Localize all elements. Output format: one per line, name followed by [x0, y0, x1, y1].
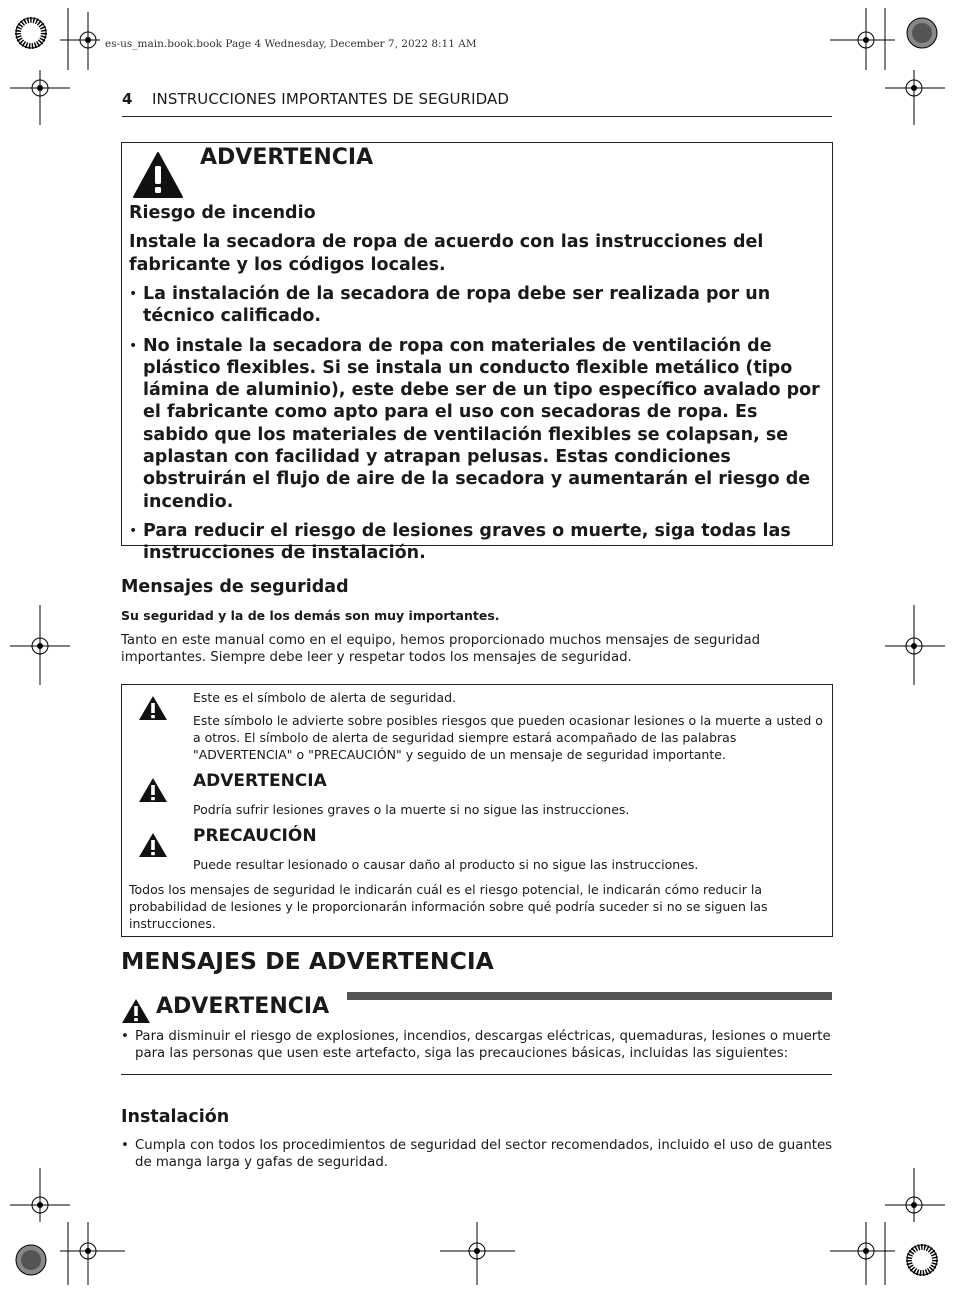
warning-text: Podría sufrir lesiones graves o la muerte si no sigue las instrucciones.	[193, 802, 630, 817]
list-item: • Para disminuir el riesgo de explosiones, incendios, descargas eléctricas, quemaduras, lesiones o muerte para las personas que usen este artefacto, siga las precauciones básicas, incluidas las siguientes:	[121, 1029, 831, 1061]
installation-title: Instalación	[121, 1107, 230, 1127]
page-header	[122, 90, 832, 117]
safety-bold-line: Su seguridad y la de los demás son muy importantes.	[121, 608, 500, 623]
warning-triangle-icon	[121, 998, 151, 1024]
list-item: • Para reducir el riesgo de lesiones graves o muerte, siga todas las instrucciones de instalación.	[129, 520, 791, 564]
symbol-title: Este es el símbolo de alerta de seguridad.	[193, 690, 456, 705]
safety-footer: Todos los mensajes de seguridad le indicarán cuál es el riesgo potencial, le indicarán cómo reducir la probabilidad de lesiones y le proporcionarán información sobre qué podría suceder si no se siguen las instrucciones.	[129, 882, 768, 931]
warning-label: ADVERTENCIA	[193, 771, 327, 791]
safety-messages-title: Mensajes de seguridad	[121, 577, 349, 597]
section-bar	[347, 992, 832, 1000]
list-item: • Cumpla con todos los procedimientos de seguridad del sector recomendados, incluido el uso de guantes de manga larga y gafas de seguridad.	[121, 1138, 833, 1170]
fire-warning-box	[121, 142, 833, 564]
safety-symbol-box	[121, 684, 833, 937]
safety-intro: Tanto en este manual como en el equipo, hemos proporcionado muchos mensajes de seguridad importantes. Siempre debe leer y respetar todos los mensajes de seguridad.	[121, 633, 761, 665]
book-file-info: es-us_main.book.book Page 4 Wednesday, December 7, 2022 8:11 AM	[105, 38, 477, 50]
caution-label: PRECAUCIÓN	[193, 826, 317, 846]
warning-bullet-list	[129, 283, 824, 572]
warning-label: ADVERTENCIA	[156, 994, 330, 1019]
divider	[121, 1074, 832, 1075]
warning-triangle-icon	[132, 151, 184, 199]
symbol-description: Este símbolo le advierte sobre posibles riesgos que pueden ocasionar lesiones o la muerte a usted o a otros. El símbolo de alerta de seguridad siempre estará acompañado de las palabras "ADVERTENCIA" o "PRECAUCIÓN" y seguido de un mensaje de seguridad importante.	[193, 713, 823, 762]
alert-triangle-icon	[138, 695, 168, 721]
list-item: • No instale la secadora de ropa con materiales de ventilación de plástico flexibles. Si se instala un conducto flexible metálico (tipo lámina de aluminio), este debe ser de un tipo específico avalado por el fabricante como apto para el uso con secadoras de ropa. Es sabido que los materiales de ventilación flexibles se colapsan, se aplastan con facilidad y atrapan pelusas. Estas condiciones obstruirán el flujo de aire de la secadora y aumentarán el riesgo de incendio.	[129, 335, 820, 512]
caution-text: Puede resultar lesionado o causar daño al producto si no sigue las instrucciones.	[193, 857, 699, 872]
warning-subheading: Riesgo de incendio	[129, 203, 316, 223]
list-item: • La instalación de la secadora de ropa debe ser realizada por un técnico calificado.	[129, 284, 771, 327]
caution-triangle-icon	[138, 832, 168, 858]
warning-triangle-icon	[138, 777, 168, 803]
page-number: 4	[122, 90, 133, 108]
warning-heading: ADVERTENCIA	[200, 145, 374, 170]
warning-messages-title: MENSAJES DE ADVERTENCIA	[121, 947, 494, 975]
warning-lead: Instale la secadora de ropa de acuerdo con las instrucciones del fabricante y los códigos locales.	[129, 232, 764, 275]
section-title: INSTRUCCIONES IMPORTANTES DE SEGURIDAD	[152, 90, 509, 108]
